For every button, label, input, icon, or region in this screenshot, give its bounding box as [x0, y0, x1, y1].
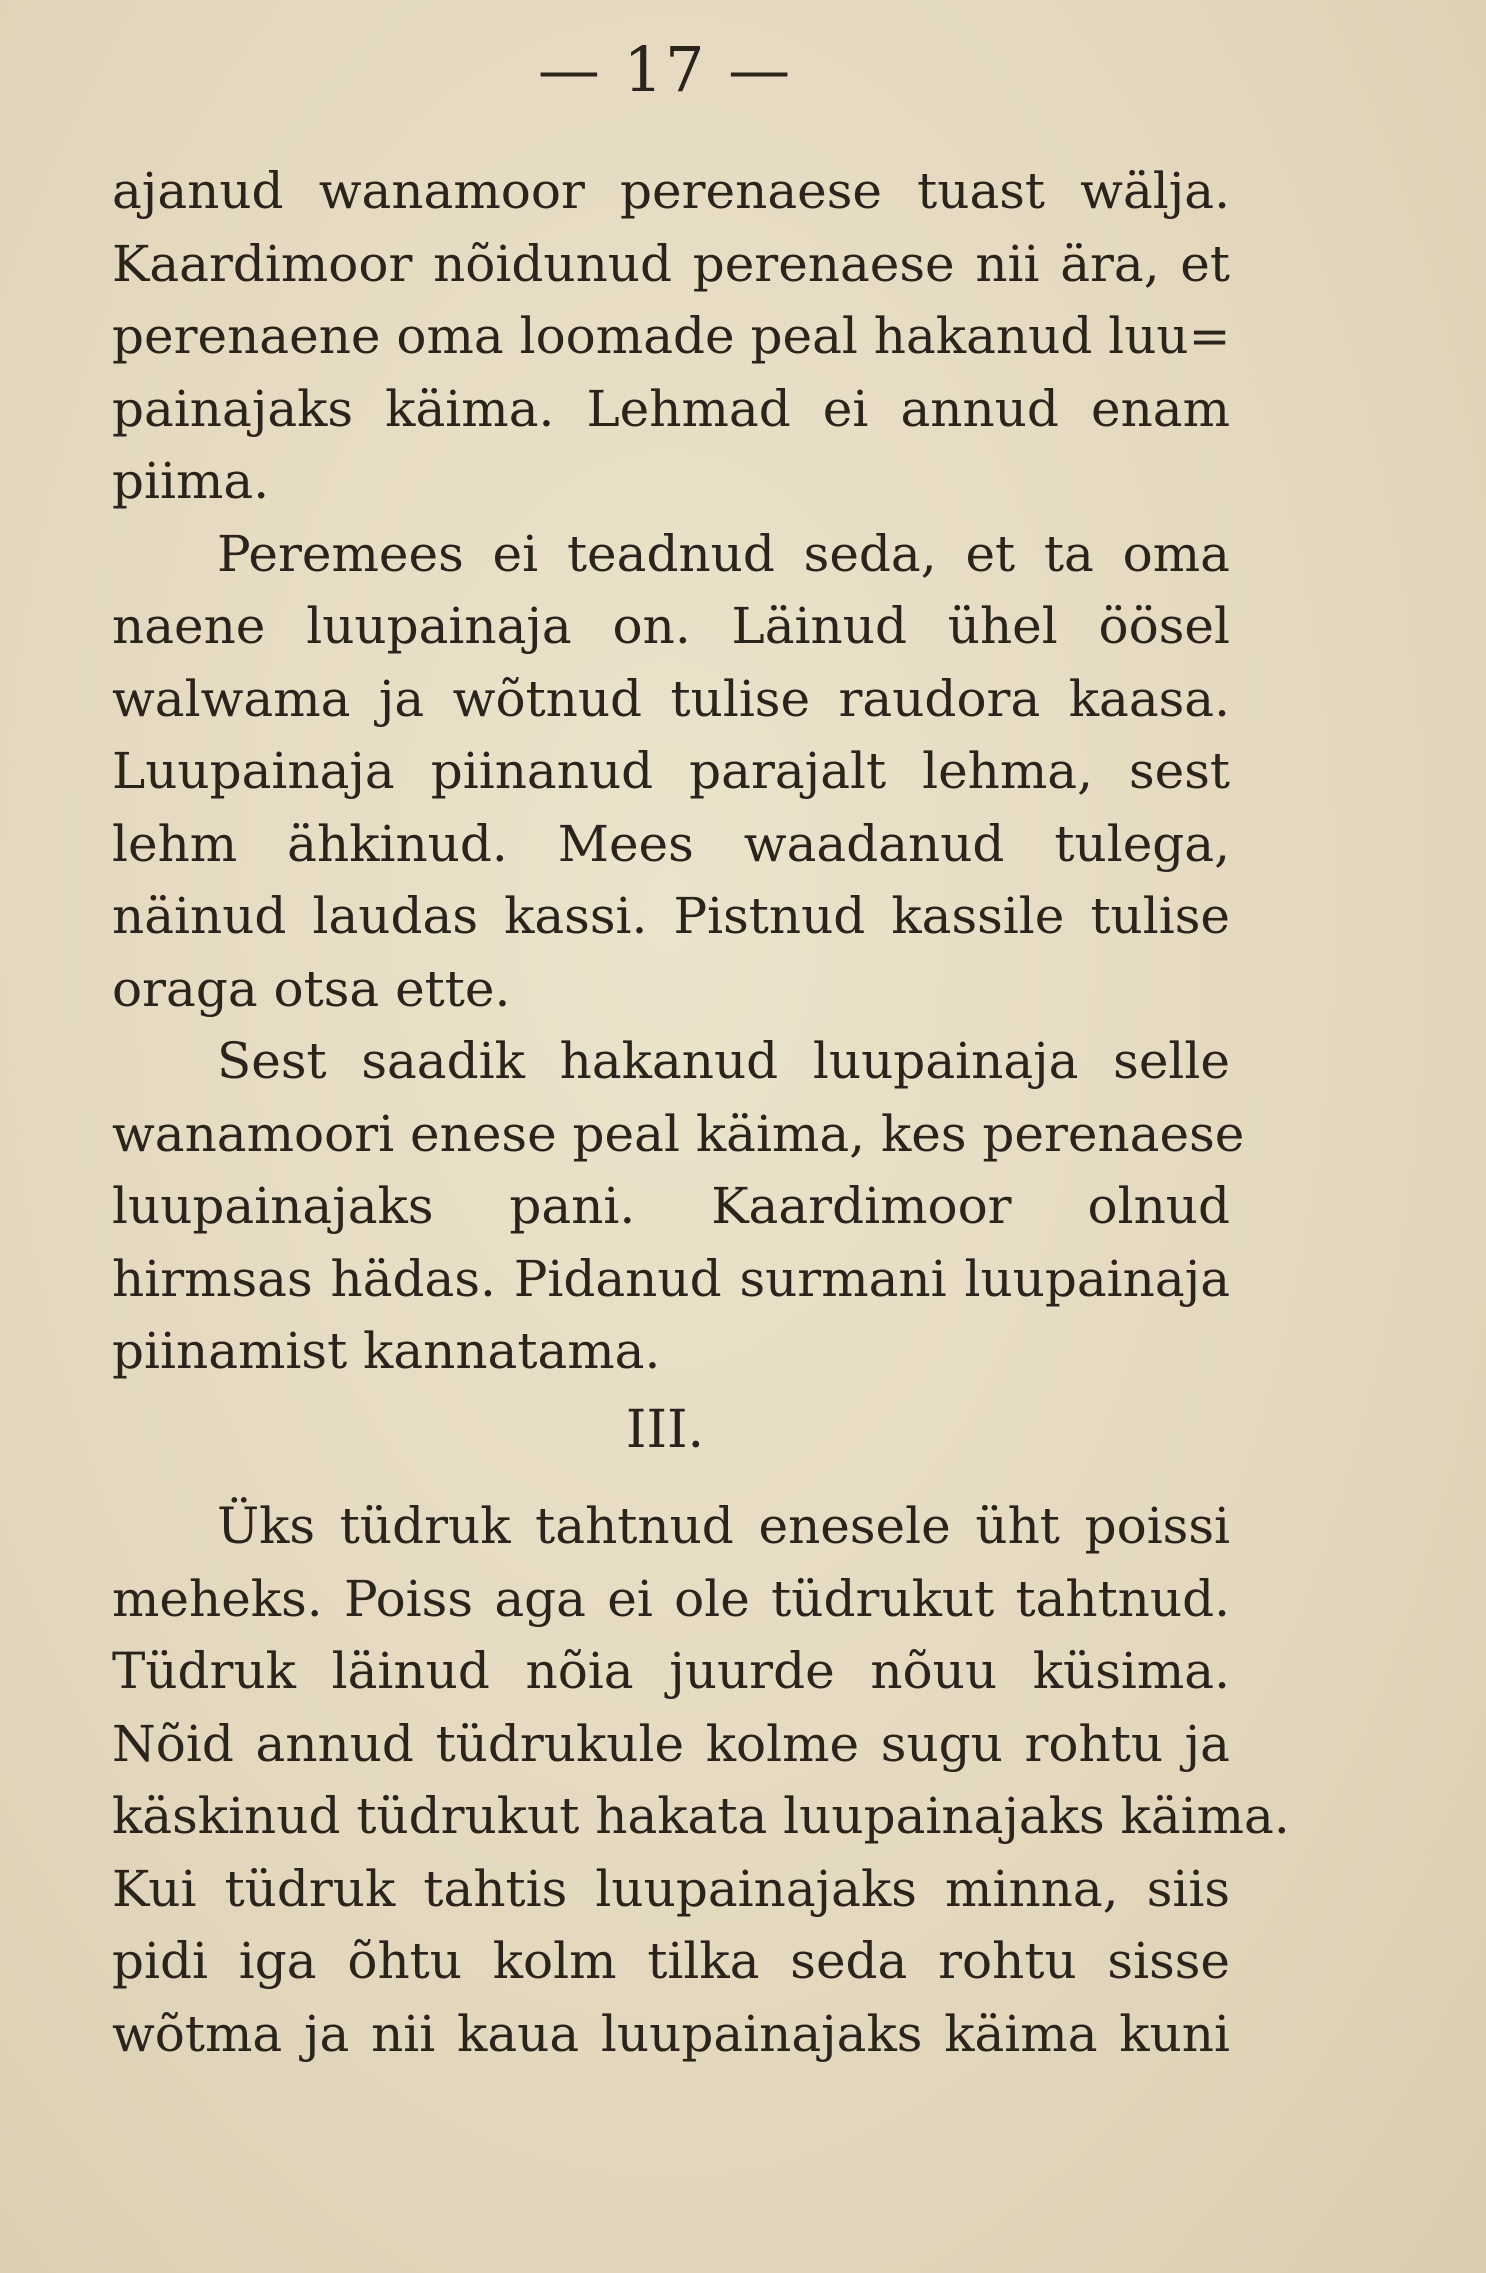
text-line: perenaene oma loomade peal hakanud luu=: [112, 307, 1231, 365]
text-line: Luupainaja piinanud parajalt lehma, sest: [112, 742, 1230, 800]
section-heading: III.: [625, 1400, 705, 1460]
text-line: wõtma ja nii kaua luupainajaks käima kuni: [112, 2004, 1230, 2063]
text-line: piima.: [112, 452, 270, 510]
body-text-part-1: [112, 155, 1245, 1388]
body-text-part-2: [112, 1490, 1290, 2070]
text-line: pidi iga õhtu kolm tilka seda rohtu sisse: [112, 1932, 1230, 1990]
text-line: Kaardimoor nõidunud perenaese nii ära, et: [112, 234, 1230, 293]
text-line: meheks. Poiss aga ei ole tüdrukut tahtnud.: [112, 1569, 1230, 1628]
page-number: — 17 —: [537, 33, 793, 106]
text-line: Tüdruk läinud nõia juurde nõuu küsima.: [112, 1642, 1230, 1700]
text-line: naene luupainaja on. Läinud ühel öösel: [112, 597, 1230, 655]
text-line: näinud laudas kassi. Pistnud kassile tulise: [112, 887, 1230, 945]
text-line: ajanud wanamoor perenaese tuast wälja.: [112, 162, 1230, 220]
text-line: Üks tüdruk tahtnud enesele üht poissi: [217, 1497, 1230, 1555]
text-line: piinamist kannatama.: [112, 1322, 661, 1380]
text-line: Kui tüdruk tahtis luupainajaks minna, siis: [112, 1859, 1230, 1918]
text-line: walwama ja wõtnud tulise raudora kaasa.: [112, 669, 1230, 728]
text-line: Sest saadik hakanud luupainaja selle: [217, 1032, 1230, 1090]
text-line: painajaks käima. Lehmad ei annud enam: [112, 379, 1230, 438]
text-line: oraga otsa ette.: [112, 959, 511, 1018]
text-line: käskinud tüdrukut hakata luupainajaks käima.: [112, 1787, 1290, 1845]
text-line: lehm ähkinud. Mees waadanud tulega,: [112, 814, 1230, 873]
text-line: hirmsas hädas. Pidanud surmani luupainaja: [112, 1249, 1230, 1308]
text-line: Nõid annud tüdrukule kolme sugu rohtu ja: [112, 1714, 1230, 1773]
text-line: wanamoori enese peal käima, kes perenaese: [112, 1104, 1245, 1163]
text-line: Peremees ei teadnud seda, et ta oma: [217, 524, 1230, 583]
text-line: luupainajaks pani. Kaardimoor olnud: [112, 1177, 1230, 1235]
